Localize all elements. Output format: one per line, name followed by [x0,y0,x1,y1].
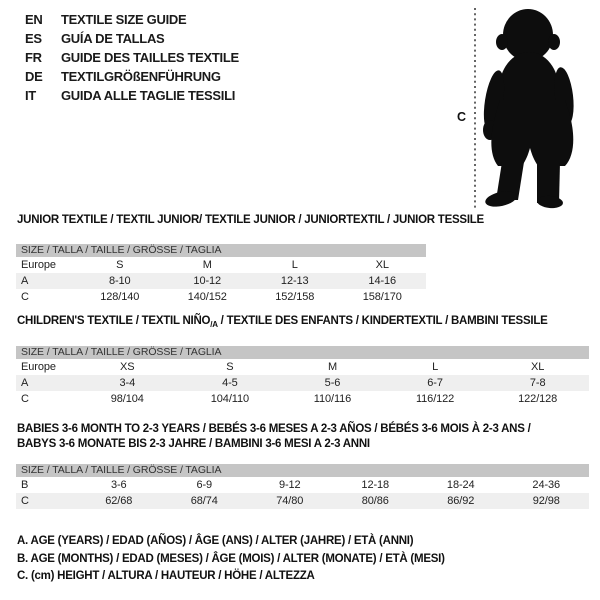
table-cell: 18-24 [446,479,475,491]
size-column-header: XL [531,361,545,373]
size-header-bar: SIZE / TALLA / TAILLE / GRÖSSE / TAGLIA [16,244,426,257]
table-cell: 5-6 [324,377,341,389]
language-code: EN [25,12,43,27]
table-cell: 9-12 [278,479,301,491]
table-cell: 86/92 [447,495,475,507]
table-row-age-months [16,477,589,493]
table-cell: 7-8 [529,377,546,389]
language-code: IT [25,88,36,103]
junior-table-title: JUNIOR TEXTILE / TEXTIL JUNIOR/ TEXTILE JUNIOR / JUNIORTEXTIL / JUNIOR TESSILE [17,214,484,226]
table-cell: 68/74 [190,495,218,507]
size-column-header: M [202,259,212,271]
row-label: Europe [21,259,56,271]
table-cell: 80/86 [361,495,389,507]
size-column-header: S [226,361,234,373]
table-cell: 3-4 [119,377,136,389]
table-cell: 12-18 [361,479,390,491]
language-title: GUIDE DES TAILLES TEXTILE [61,50,239,65]
language-code: DE [25,69,43,84]
language-row-fr [25,48,239,67]
row-label: C [21,291,29,303]
table-cell: 152/158 [275,291,315,303]
size-column-header: L [291,259,298,271]
table-cell: 98/104 [110,393,144,405]
size-header-bar: SIZE / TALLA / TAILLE / GRÖSSE / TAGLIA [16,346,589,359]
table-cell: 6-7 [427,377,443,389]
table-cell: 12-13 [280,275,309,287]
language-code: ES [25,31,42,46]
table-cell: 128/140 [100,291,140,303]
row-label: C [21,495,29,507]
size-column-header: M [327,361,338,373]
table-cell: 62/68 [105,495,133,507]
table-cell: 6-9 [196,479,213,491]
table-cell: 104/110 [210,393,250,405]
language-row-en [25,10,239,29]
babies-size-table [16,464,589,509]
table-cell: 10-12 [193,275,222,287]
row-label: A [21,275,29,287]
table-row-age [16,273,426,289]
language-title-list [25,10,239,105]
table-cell: 4-5 [222,377,238,389]
junior-size-table [16,244,426,305]
babies-table-title [17,422,577,451]
language-row-es [25,29,239,48]
row-label: Europe [21,361,56,373]
toddler-figure [452,2,600,218]
table-row-europe [16,359,589,375]
language-title: TEXTILGRÖßENFÜHRUNG [61,69,221,84]
toddler-silhouette-icon [480,9,576,209]
size-column-header: S [116,259,124,271]
babies-title-line-1: BABIES 3-6 MONTH TO 2-3 YEARS / BEBÉS 3-6 MESES A 2-3 AÑOS / BÉBÉS 3-6 MOIS À 2-3 ANS / [17,423,531,435]
table-cell: 122/128 [518,393,558,405]
language-title: GUIDA ALLE TAGLIE TESSILI [61,88,236,103]
row-label: B [21,479,29,491]
language-code: FR [25,50,42,65]
size-header-bar: SIZE / TALLA / TAILLE / GRÖSSE / TAGLIA [16,464,589,477]
size-column-header: XL [375,259,389,271]
language-row-de [25,67,239,86]
table-cell: 3-6 [110,479,127,491]
table-row-height [16,391,589,407]
table-cell: 14-16 [368,275,397,287]
children-table-title [17,315,548,327]
row-label: C [21,393,29,405]
children-size-table [16,346,589,407]
children-title-sub: /A [210,319,218,329]
table-row-europe [16,257,426,273]
table-cell: 110/116 [313,393,352,405]
language-row-it [25,86,239,105]
row-label: A [21,377,29,389]
table-cell: 8-10 [108,275,131,287]
table-cell: 74/80 [276,495,304,507]
legend-footnotes [17,533,445,586]
footnote-height: C. (cm) HEIGHT / ALTURA / HAUTEUR / HÖHE / ALTEZZA [17,570,315,582]
language-title: TEXTILE SIZE GUIDE [61,12,187,27]
table-row-height [16,493,589,509]
footnote-age-months: B. AGE (MONTHS) / EDAD (MESES) / ÂGE (MOIS) / ALTER (MONATE) / ETÀ (MESI) [17,552,445,565]
footnote-age-years: A. AGE (YEARS) / EDAD (AÑOS) / ÂGE (ANS) / ALTER (JAHRE) / ETÀ (ANNI) [17,535,414,547]
height-label: C [457,110,467,124]
babies-title-line-2: BABYS 3-6 MONATE BIS 2-3 JAHRE / BAMBINI 3-6 MESI A 2-3 ANNI [17,437,370,450]
language-title: GUÍA DE TALLAS [61,31,165,46]
children-title-after: / TEXTILE DES ENFANTS / KINDERTEXTIL / BAMBINI TESSILE [217,315,548,327]
size-column-header: L [432,361,439,373]
table-cell: 116/122 [415,393,455,405]
table-cell: 24-36 [532,479,561,491]
size-column-header: XS [120,361,135,373]
table-cell: 158/170 [362,291,402,303]
table-cell: 92/98 [532,495,560,507]
table-row-height [16,289,426,305]
table-cell: 140/152 [187,291,227,303]
children-title-before: CHILDREN'S TEXTILE / TEXTIL NIÑO [17,315,211,327]
table-row-age [16,375,589,391]
